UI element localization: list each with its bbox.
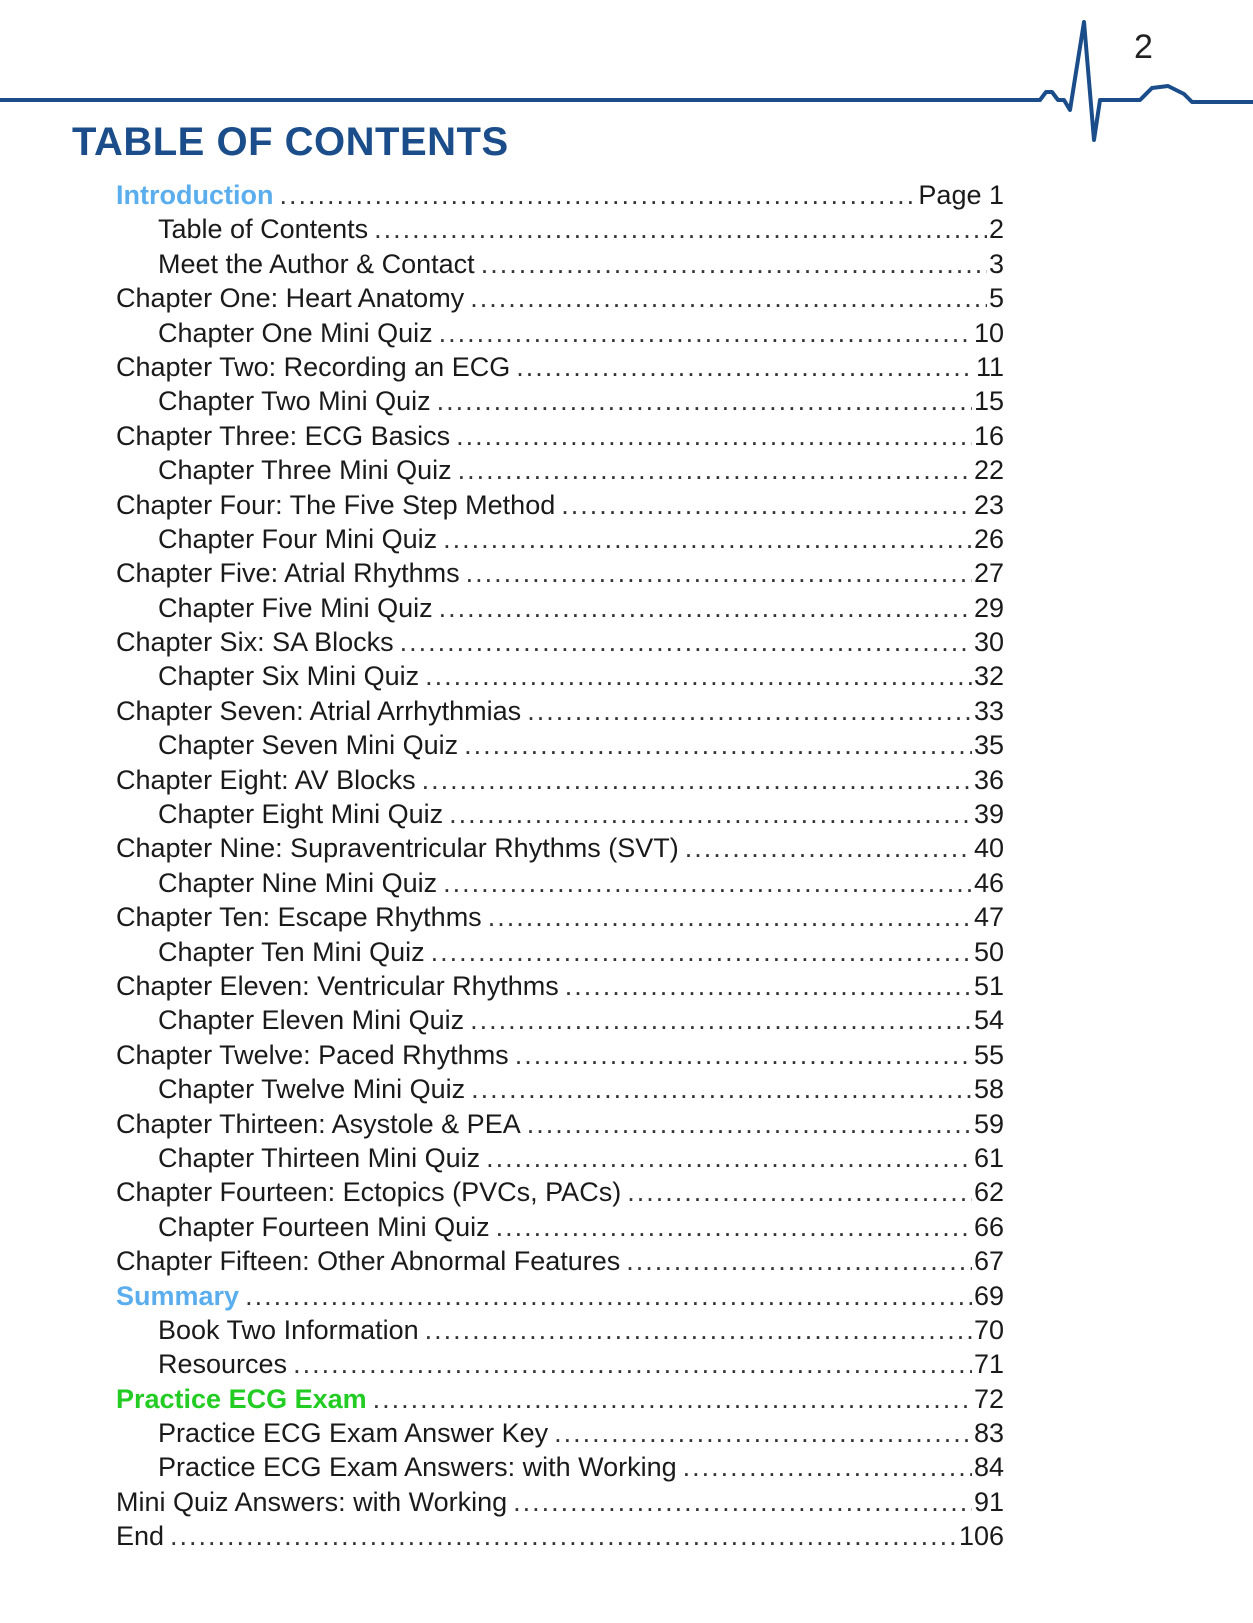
toc-entry[interactable] bbox=[116, 694, 1004, 728]
toc-entry[interactable] bbox=[116, 1141, 1004, 1175]
toc-entry-label: Chapter One Mini Quiz bbox=[158, 317, 433, 348]
toc-entry-page: 47 bbox=[973, 902, 1004, 933]
toc-entry-page: 11 bbox=[975, 351, 1004, 382]
toc-entry-page: 55 bbox=[973, 1039, 1004, 1070]
toc-entry[interactable] bbox=[116, 522, 1004, 556]
toc-entry-page: 66 bbox=[973, 1211, 1004, 1242]
toc-entry[interactable] bbox=[116, 1313, 1004, 1347]
toc-entry-label: Chapter Five Mini Quiz bbox=[158, 592, 433, 623]
toc-entry[interactable] bbox=[116, 1210, 1004, 1244]
toc-entry-page: 69 bbox=[973, 1280, 1004, 1311]
dot-leader bbox=[400, 625, 972, 659]
dot-leader bbox=[279, 178, 916, 212]
dot-leader bbox=[554, 1416, 972, 1450]
dot-leader bbox=[425, 1313, 972, 1347]
dot-leader bbox=[470, 281, 987, 315]
dot-leader bbox=[515, 1038, 972, 1072]
dot-leader bbox=[431, 935, 972, 969]
dot-leader bbox=[683, 1450, 972, 1484]
dot-leader bbox=[464, 728, 972, 762]
toc-entry-page: 67 bbox=[973, 1246, 1004, 1277]
toc-entry[interactable] bbox=[116, 591, 1004, 625]
toc-entry-label: Book Two Information bbox=[158, 1314, 419, 1345]
toc-entry[interactable] bbox=[116, 556, 1004, 590]
toc-entry[interactable] bbox=[116, 384, 1004, 418]
toc-entry[interactable] bbox=[116, 969, 1004, 1003]
toc-entry-page: Page 1 bbox=[918, 180, 1004, 210]
toc-entry-label: Chapter Ten: Escape Rhythms bbox=[116, 902, 482, 933]
toc-entry[interactable] bbox=[116, 728, 1004, 762]
toc-entry-page: 58 bbox=[973, 1074, 1004, 1105]
toc-entry[interactable] bbox=[116, 1038, 1004, 1072]
toc-entry-page: 72 bbox=[973, 1383, 1004, 1414]
toc-entry-label: Chapter Eleven: Ventricular Rhythms bbox=[116, 970, 559, 1001]
dot-leader bbox=[458, 453, 972, 487]
toc-entry[interactable] bbox=[116, 831, 1004, 865]
toc-entry-label: Practice ECG Exam bbox=[116, 1383, 367, 1414]
toc-entry[interactable] bbox=[116, 419, 1004, 453]
toc-entry[interactable] bbox=[116, 1244, 1004, 1278]
toc-entry[interactable] bbox=[116, 1382, 1004, 1416]
toc-entry[interactable] bbox=[116, 659, 1004, 693]
toc-entry-label: Table of Contents bbox=[158, 214, 369, 245]
dot-leader bbox=[488, 900, 972, 934]
dot-leader bbox=[627, 1175, 972, 1209]
toc-entry-label: Chapter Thirteen: Asystole & PEA bbox=[116, 1108, 521, 1139]
toc-entry-label: Chapter Nine: Supraventricular Rhythms (SVT) bbox=[116, 833, 679, 864]
toc-entry-page: 3 bbox=[988, 248, 1004, 279]
toc-entry-page: 62 bbox=[973, 1177, 1004, 1208]
dot-leader bbox=[245, 1279, 972, 1313]
toc-entry[interactable] bbox=[116, 1416, 1004, 1450]
toc-entry-page: 16 bbox=[973, 420, 1004, 451]
toc-entry-label: Chapter Six: SA Blocks bbox=[116, 627, 394, 658]
toc-entry-page: 29 bbox=[973, 592, 1004, 623]
toc-entry-page: 33 bbox=[973, 695, 1004, 726]
toc-entry-page: 26 bbox=[973, 523, 1004, 554]
toc-entry[interactable] bbox=[116, 1347, 1004, 1381]
toc-entry[interactable] bbox=[116, 350, 1004, 384]
toc-entry[interactable] bbox=[116, 1279, 1004, 1313]
toc-entry-label: Chapter Six Mini Quiz bbox=[158, 661, 420, 692]
toc-entry[interactable] bbox=[116, 1072, 1004, 1106]
toc-entry-label: Chapter Two Mini Quiz bbox=[158, 386, 431, 417]
toc-entry-label: Chapter Twelve Mini Quiz bbox=[158, 1074, 466, 1105]
dot-leader bbox=[449, 797, 972, 831]
dot-leader bbox=[439, 591, 972, 625]
toc-entry-label: Resources bbox=[158, 1349, 288, 1380]
toc-entry-page: 36 bbox=[973, 764, 1004, 795]
toc-entry-label: Chapter Thirteen Mini Quiz bbox=[158, 1142, 481, 1173]
toc-entry[interactable] bbox=[116, 1107, 1004, 1141]
toc-entry-label: Meet the Author & Contact bbox=[158, 248, 475, 279]
toc-list bbox=[116, 178, 1004, 1554]
dot-leader bbox=[293, 1347, 972, 1381]
dot-leader bbox=[470, 1003, 972, 1037]
toc-entry[interactable] bbox=[116, 453, 1004, 487]
toc-entry-page: 50 bbox=[973, 936, 1004, 967]
dot-leader bbox=[170, 1519, 957, 1553]
toc-entry-label: Chapter Nine Mini Quiz bbox=[158, 867, 438, 898]
toc-entry-label: Introduction bbox=[116, 180, 274, 210]
toc-entry-label: End bbox=[116, 1521, 165, 1552]
toc-entry[interactable] bbox=[116, 247, 1004, 281]
toc-entry-label: Chapter Four Mini Quiz bbox=[158, 523, 438, 554]
toc-entry-label: Chapter Fifteen: Other Abnormal Features bbox=[116, 1246, 621, 1277]
toc-entry-label: Summary bbox=[116, 1280, 240, 1311]
toc-entry-label: Chapter Eight: AV Blocks bbox=[116, 764, 416, 795]
toc-entry[interactable] bbox=[116, 1519, 1004, 1553]
toc-entry-page: 54 bbox=[973, 1005, 1004, 1036]
dot-leader bbox=[374, 212, 987, 246]
toc-entry-page: 2 bbox=[988, 214, 1004, 245]
toc-entry-page: 23 bbox=[973, 489, 1004, 520]
toc-entry[interactable] bbox=[116, 935, 1004, 969]
toc-entry-label: Chapter Twelve: Paced Rhythms bbox=[116, 1039, 509, 1070]
toc-entry[interactable] bbox=[116, 281, 1004, 315]
toc-entry[interactable] bbox=[116, 900, 1004, 934]
toc-entry-page: 71 bbox=[973, 1349, 1004, 1380]
toc-entry[interactable] bbox=[116, 488, 1004, 522]
toc-entry-label: Practice ECG Exam Answer Key bbox=[158, 1418, 549, 1449]
toc-entry-page: 22 bbox=[973, 455, 1004, 486]
toc-entry-label: Chapter Three: ECG Basics bbox=[116, 420, 451, 451]
dot-leader bbox=[527, 694, 972, 728]
toc-entry[interactable] bbox=[116, 625, 1004, 659]
toc-entry-page: 5 bbox=[988, 283, 1004, 314]
toc-entry[interactable] bbox=[116, 763, 1004, 797]
toc-entry[interactable] bbox=[116, 1003, 1004, 1037]
toc-entry-page: 39 bbox=[973, 799, 1004, 830]
toc-entry-label: Chapter Eleven Mini Quiz bbox=[158, 1005, 465, 1036]
dot-leader bbox=[496, 1210, 972, 1244]
dot-leader bbox=[439, 316, 972, 350]
toc-entry[interactable] bbox=[116, 178, 1004, 212]
dot-leader bbox=[422, 763, 972, 797]
toc-entry-page: 40 bbox=[973, 833, 1004, 864]
dot-leader bbox=[626, 1244, 972, 1278]
dot-leader bbox=[443, 522, 972, 556]
toc-entry-label: Chapter Ten Mini Quiz bbox=[158, 936, 425, 967]
dot-leader bbox=[486, 1141, 972, 1175]
dot-leader bbox=[443, 866, 972, 900]
toc-entry[interactable] bbox=[116, 797, 1004, 831]
toc-entry-page: 46 bbox=[973, 867, 1004, 898]
dot-leader bbox=[561, 488, 972, 522]
toc-entry[interactable] bbox=[116, 1485, 1004, 1519]
toc-entry-page: 27 bbox=[973, 558, 1004, 589]
dot-leader bbox=[685, 831, 972, 865]
toc-entry-page: 106 bbox=[958, 1521, 1004, 1552]
toc-entry-label: Chapter Eight Mini Quiz bbox=[158, 799, 444, 830]
toc-entry[interactable] bbox=[116, 1175, 1004, 1209]
toc-entry-label: Chapter Four: The Five Step Method bbox=[116, 489, 556, 520]
toc-entry[interactable] bbox=[116, 1450, 1004, 1484]
dot-leader bbox=[565, 969, 972, 1003]
toc-entry-label: Chapter Two: Recording an ECG bbox=[116, 351, 511, 382]
toc-entry-label: Mini Quiz Answers: with Working bbox=[116, 1486, 508, 1517]
toc-entry-page: 51 bbox=[973, 970, 1004, 1001]
page-number: 2 bbox=[1134, 28, 1153, 66]
dot-leader bbox=[516, 350, 974, 384]
toc-entry-page: 84 bbox=[973, 1452, 1004, 1483]
toc-entry-label: Chapter Seven: Atrial Arrhythmias bbox=[116, 695, 522, 726]
toc-entry-label: Chapter One: Heart Anatomy bbox=[116, 283, 465, 314]
toc-entry-page: 32 bbox=[973, 661, 1004, 692]
toc-entry-page: 59 bbox=[973, 1108, 1004, 1139]
toc-entry-label: Chapter Seven Mini Quiz bbox=[158, 730, 459, 761]
toc-entry-page: 10 bbox=[973, 317, 1004, 348]
dot-leader bbox=[437, 384, 972, 418]
toc-entry[interactable] bbox=[116, 866, 1004, 900]
dot-leader bbox=[471, 1072, 972, 1106]
toc-entry-label: Chapter Fourteen: Ectopics (PVCs, PACs) bbox=[116, 1177, 622, 1208]
dot-leader bbox=[527, 1107, 972, 1141]
toc-entry-page: 70 bbox=[973, 1314, 1004, 1345]
toc-entry-label: Chapter Three Mini Quiz bbox=[158, 455, 452, 486]
dot-leader bbox=[513, 1485, 972, 1519]
toc-entry[interactable] bbox=[116, 316, 1004, 350]
toc-entry-page: 30 bbox=[973, 627, 1004, 658]
toc-entry-page: 61 bbox=[973, 1142, 1004, 1173]
toc-entry-page: 83 bbox=[973, 1418, 1004, 1449]
toc-entry-page: 15 bbox=[973, 386, 1004, 417]
dot-leader bbox=[481, 247, 987, 281]
toc-entry-page: 35 bbox=[973, 730, 1004, 761]
toc-entry[interactable] bbox=[116, 212, 1004, 246]
toc-entry-page: 91 bbox=[973, 1486, 1004, 1517]
toc-entry-label: Chapter Fourteen Mini Quiz bbox=[158, 1211, 490, 1242]
dot-leader bbox=[466, 556, 972, 590]
toc-entry-label: Chapter Five: Atrial Rhythms bbox=[116, 558, 460, 589]
dot-leader bbox=[373, 1382, 972, 1416]
dot-leader bbox=[456, 419, 972, 453]
toc-entry-label: Practice ECG Exam Answers: with Working bbox=[158, 1452, 677, 1483]
page-title: TABLE OF CONTENTS bbox=[72, 120, 509, 164]
dot-leader bbox=[425, 659, 972, 693]
